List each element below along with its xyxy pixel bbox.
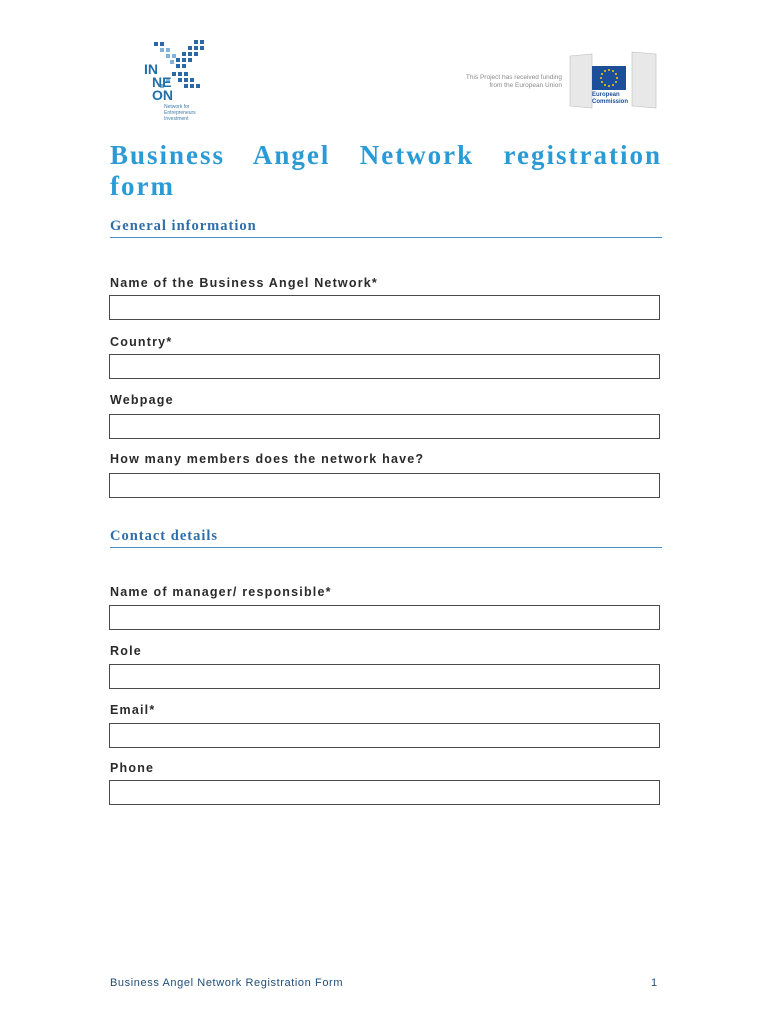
- email-input[interactable]: [109, 723, 660, 748]
- phone-input[interactable]: [109, 780, 660, 805]
- eu-funding-note: [440, 74, 562, 90]
- role-input[interactable]: [109, 664, 660, 689]
- eu-funding-note-line-1: This Project has received funding: [465, 74, 562, 81]
- members-input[interactable]: [109, 473, 660, 498]
- label-phone: Phone: [110, 761, 155, 775]
- webpage-input[interactable]: [109, 414, 660, 439]
- label-email: Email*: [110, 703, 156, 717]
- logo-line-1: IN: [144, 61, 158, 77]
- eu-funding-note-line-2: from the European Union: [489, 82, 562, 89]
- country-input[interactable]: [109, 354, 660, 379]
- footer-page-number: 1: [651, 977, 658, 989]
- section-heading-general: General information: [110, 218, 662, 238]
- logo-tagline-3: Investment: [164, 116, 189, 122]
- commission-line-1: European: [592, 92, 620, 98]
- manager-input[interactable]: [109, 605, 660, 630]
- commission-line-2: Commission: [592, 99, 629, 105]
- network-name-input[interactable]: [109, 295, 660, 320]
- logo-tagline-1: Network for: [164, 104, 190, 110]
- logo-line-2: NE: [152, 74, 172, 90]
- label-role: Role: [110, 644, 142, 658]
- footer-document-name: Business Angel Network Registration Form: [110, 977, 344, 989]
- label-network-name: Name of the Business Angel Network*: [110, 276, 378, 290]
- label-country: Country*: [110, 335, 173, 349]
- label-webpage: Webpage: [110, 393, 174, 407]
- logo-line-3: ON: [152, 87, 173, 103]
- label-manager: Name of manager/ responsible*: [110, 585, 332, 599]
- section-heading-contact: Contact details: [110, 528, 662, 548]
- inneon-logo: [130, 38, 220, 128]
- page-title: Business Angel Network registration form: [110, 140, 662, 201]
- label-members: How many members does the network have?: [110, 452, 425, 466]
- logo-tagline-2: Entrepreneurs: [164, 110, 196, 116]
- european-commission-logo: [568, 50, 658, 112]
